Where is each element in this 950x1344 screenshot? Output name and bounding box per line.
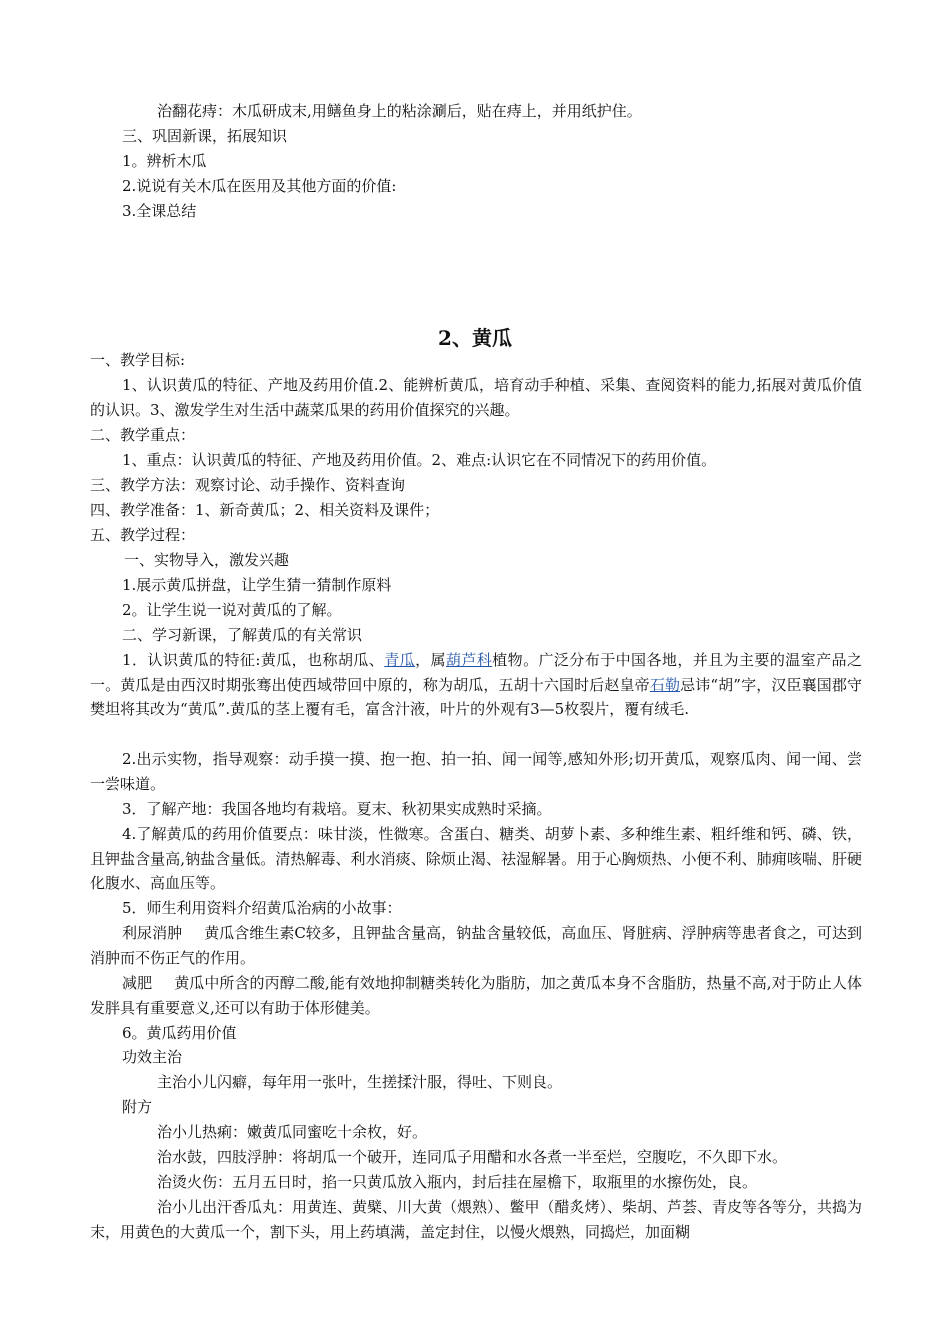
step-heading: 一、实物导入，激发兴趣: [124, 551, 290, 569]
process-heading: 五、教学过程：: [90, 526, 196, 544]
recipe-item: 治烫火伤：五月五日时，掐一只黄瓜放入瓶内，封后挂在屋檐下，取瓶里的水擦伤处，良。: [157, 1173, 758, 1191]
paragraph-text: 植物。广泛分布于中国各地，并且为主要的温室产品之一。黄瓜是由西汉时期张骞出使西域带回中原的，称为胡瓜，五胡十六国时后赵皇帝: [90, 651, 862, 694]
link-shile[interactable]: 石勒: [649, 675, 681, 694]
recipe-heading: 附方: [122, 1098, 153, 1116]
recipe-item: 治水鼓，四肢浮肿：将胡瓜一个破开，连同瓜子用醋和水各煮一半至烂，空腹吃，不久即下水。: [157, 1148, 788, 1166]
story-diuretic: [90, 921, 862, 970]
observe-paragraph: 2.出示实物，指导观察：动手摸一摸、抱一抱、拍一拍、闻一闻等,感知外形;切开黄瓜，观察瓜肉、闻一闻、尝一尝味道。: [90, 750, 862, 793]
step-heading: 二、学习新课，了解黄瓜的有关常识: [122, 626, 363, 644]
section-title: 2、黄瓜: [438, 326, 512, 350]
focus-text: 1、重点：认识黄瓜的特征、产地及药用价值。2、难点:认识它在不同情况下的药用价值。: [122, 451, 717, 469]
methods-line: 三、教学方法：观察讨论、动手操作、资料查询: [90, 476, 406, 494]
paragraph-text: ，属: [415, 651, 446, 669]
step-item: 1.展示黄瓜拼盘，让学生猜一猜制作原料: [122, 576, 392, 594]
link-qinggua[interactable]: 青瓜: [384, 651, 416, 669]
goals-heading: 一、教学目标:: [90, 351, 186, 369]
feature-paragraph: [90, 648, 862, 722]
goals-paragraph: 1、认识黄瓜的特征、产地及药用价值.2、能辨析黄瓜，培育动手种植、采集、查阅资料的能力,拓展对黄瓜价值的认识。3、激发学生对生活中蔬菜瓜果的药用价值探究的兴趣。: [90, 376, 862, 419]
value-heading: 6。黄瓜药用价值: [122, 1024, 237, 1042]
step-item: 2。让学生说一说对黄瓜的了解。: [122, 601, 342, 619]
link-hulu-family[interactable]: 葫芦科: [445, 651, 493, 669]
efficacy-text: 主治小儿闪癖，每年用一张叶，生搓揉汁服，得吐、下则良。: [157, 1073, 563, 1091]
text-line: 三、巩固新课，拓展知识: [122, 127, 288, 145]
paragraph-text: 1．认识黄瓜的特征:黄瓜，也称胡瓜、: [122, 651, 385, 669]
prep-line: 四、教学准备：1、新奇黄瓜；2、相关资料及课件；: [90, 501, 440, 519]
recipe-item: 治小儿出汗香瓜丸：用黄连、黄檗、川大黄（煨熟）、鳖甲（醋炙烤）、柴胡、芦荟、青皮等各等分，共捣为末，用黄色的大黄瓜一个，割下头，用上药填满，盖定封住，以慢火煨熟，同捣烂，加面糊: [90, 1198, 863, 1241]
medicinal-value-paragraph: 4.了解黄瓜的药用价值要点：味甘淡，性微寒。含蛋白、糖类、胡萝卜素、多种维生素、粗纤维和钙、磷、铁，且钾盐含量高,钠盐含量低。清热解毒、利水消痰、除烦止渴、祛湿解暑。用于心胸烦热、小便不利、肺痈咳喘、肝硬化腹水、高血压等。: [90, 825, 862, 893]
paragraph-text: 忌讳“胡”字，汉臣襄国郡守樊坦将其改为“黄瓜”.黄瓜的茎上覆有毛，富含汁液，叶片的外观有3—5枚裂片，覆有绒毛.: [90, 675, 862, 719]
story-label: 利尿消肿: [122, 924, 183, 942]
text-line: 治翻花痔：木瓜研成末,用鳝鱼身上的粘涂涮后，贴在痔上，并用纸护住。: [157, 102, 642, 120]
story-text: 黄瓜中所含的丙醇二酸,能有效地抑制糖类转化为脂肪，加之黄瓜本身不含脂肪，热量不高,对于防止人体发胖具有重要意义,还可以有助于体形健美。: [90, 974, 862, 1017]
efficacy-heading: 功效主治: [122, 1048, 183, 1066]
story-text: 黄瓜含维生素C较多，且钾盐含量高，钠盐含量较低，高血压、肾脏病、浮肿病等患者食之，可达到消肿而不伤正气的作用。: [90, 924, 862, 967]
recipe-item: 治小儿热痢：嫩黄瓜同蜜吃十余枚，好。: [157, 1123, 428, 1141]
text-line: 2.说说有关木瓜在医用及其他方面的价值:: [122, 177, 397, 195]
text-line: 3.全课总结: [122, 202, 197, 220]
origin-line: 3．了解产地：我国各地均有栽培。夏末、秋初果实成熟时采摘。: [122, 800, 552, 818]
story-weight-loss: [90, 971, 862, 1020]
story-label: 减肥: [122, 974, 153, 992]
text-line: 1。辨析木瓜: [122, 152, 207, 170]
focus-heading: 二、教学重点：: [90, 426, 196, 444]
stories-heading: 5．师生利用资料介绍黄瓜治病的小故事：: [122, 899, 402, 917]
